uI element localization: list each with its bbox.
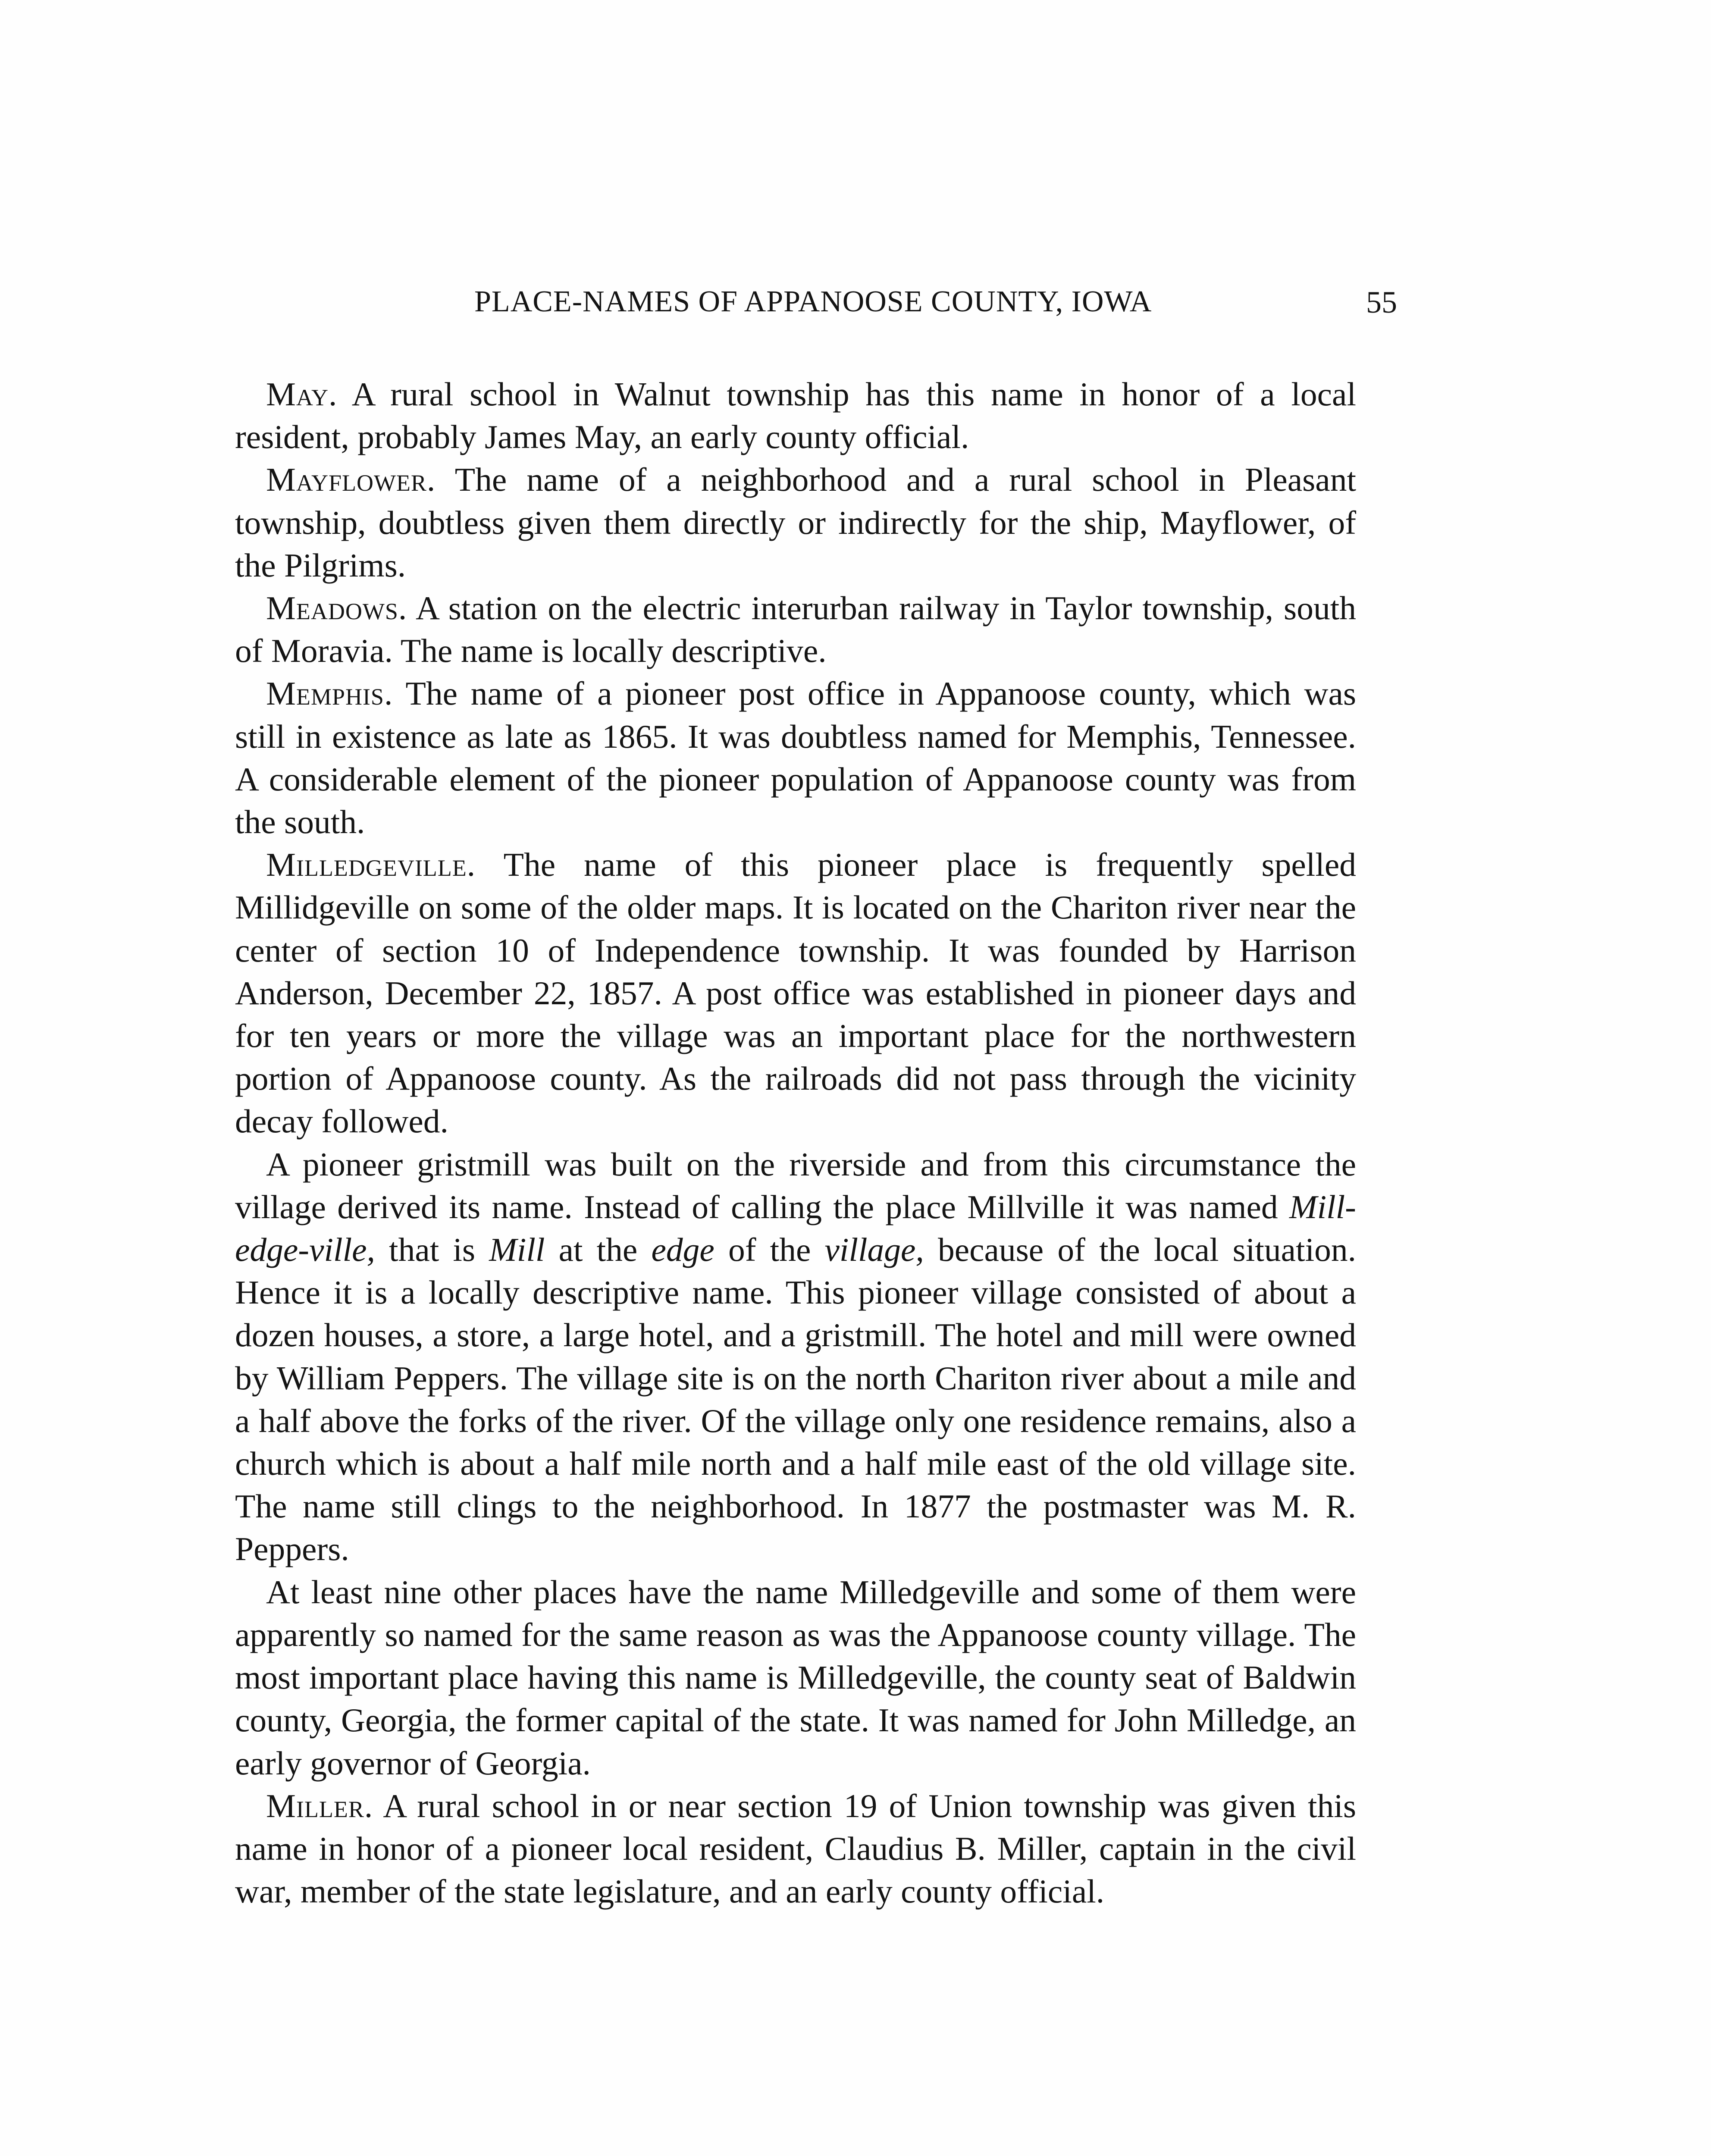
entry-head-miller: Miller. (266, 1787, 373, 1824)
entry-head-memphis: Memphis. (266, 675, 393, 712)
entry-head-mayflower: Mayflower. (266, 461, 436, 498)
running-head: PLACE-NAMES OF APPANOOSE COUNTY, IOWA (474, 285, 1152, 318)
p2-text-c: at the (545, 1231, 652, 1269)
p2-italic-village: village, (824, 1231, 924, 1269)
entry-text-miller: A rural school in or near section 19 of Union township was given this name in honor of a pioneer local resident, Claudius B. Miller, captain in the civil war, member of the state legislature, and an early county official. (235, 1787, 1356, 1910)
p2-italic-mill-edge-ville: Mill-edge-ville, (235, 1188, 1356, 1269)
p2-text-b: that is (375, 1231, 489, 1269)
entry-text-mayflower: The name of a neighborhood and a rural school in Pleasant township, doubtless given them directly or indirectly for the ship, Mayflower, of the Pilgrims. (235, 461, 1356, 584)
milledgeville-paragraph-3: At least nine other places have the name Milledgeville and some of them were apparently so named for the same reason as was the Appanoose county village. The most important place having this name is Milledgeville, the county seat of Baldwin county, Georgia, the former capital of the state. It was named for John Milledge, an early governor of Georgia. (235, 1573, 1356, 1782)
entry-head-meadows: Meadows. (266, 589, 407, 627)
p2-text-d: of the (714, 1231, 825, 1269)
p2-text-e: because of the local situation. Hence it is a locally descriptive name. This pioneer village consisted of about a dozen houses, a store, a large hotel, and a gristmill. The hotel and mill were owned by William Peppers. The village site is on the north Chariton river about a mile and a half above the forks of the river. Of the village only one residence remains, also a church which is about a half mile north and a half mile east of the old village site. The name still clings to the neighborhood. In 1877 the postmaster was M. R. Peppers. (235, 1231, 1356, 1568)
entry-head-may: May. (266, 376, 338, 413)
p2-italic-edge: edge (651, 1231, 714, 1269)
entry-text-meadows: A station on the electric interurban railway in Taylor township, south of Moravia. The name is locally descriptive. (235, 589, 1356, 670)
p2-italic-mill: Mill (489, 1231, 545, 1269)
page-number: 55 (1366, 285, 1397, 320)
entry-text-memphis: The name of a pioneer post office in Appanoose county, which was still in existence as late as 1865. It was doubtless named for Memphis, Tennessee. A considerable element of the pioneer population of Appanoose county was from the south. (235, 675, 1356, 841)
entry-text-milledgeville: The name of this pioneer place is frequently spelled Millidgeville on some of the older maps. It is located on the Chariton river near the center of section 10 of Independence township. It was founded by Harrison Anderson, December 22, 1857. A post office was established in pioneer days and for ten years or more the village was an important place for the northwestern portion of Appanoose county. As the railroads did not pass through the vicinity decay followed. (235, 846, 1356, 1140)
p2-text-a: A pioneer gristmill was built on the riverside and from this circumstance the village derived its name. Instead of calling the place Millville it was named (235, 1145, 1356, 1225)
entry-head-milledgeville: Milledgeville. (266, 846, 476, 884)
entry-text-may: A rural school in Walnut township has this name in honor of a local resident, probably James May, an early county official. (235, 376, 1356, 456)
